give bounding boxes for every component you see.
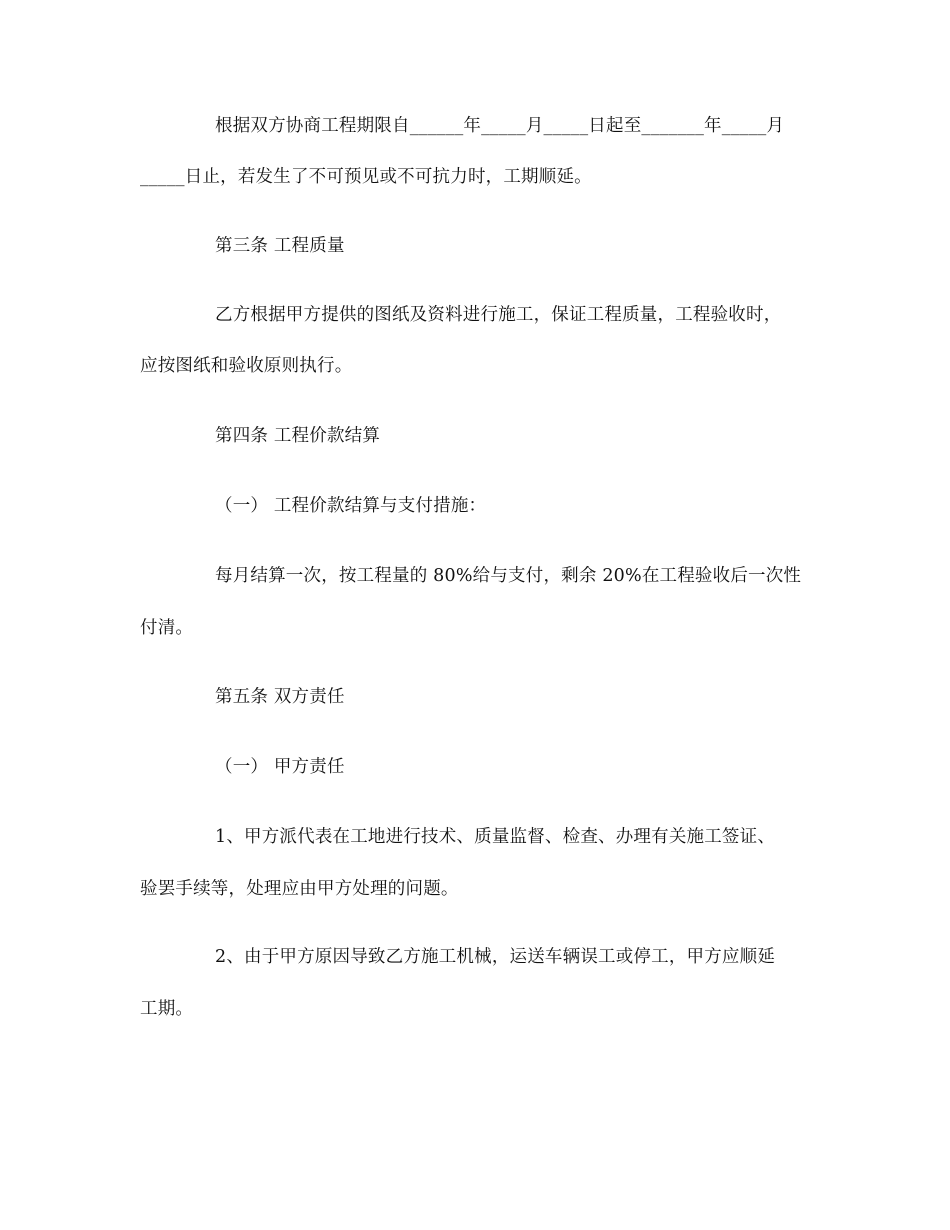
article5-item1-line1: 1、甲方派代表在工地进行技术、质量监督、检查、办理有关施工签证、: [215, 827, 776, 847]
article3-heading: 第三条 工程质量: [215, 236, 345, 256]
article5-item2-line2: 工期。: [140, 999, 194, 1019]
article3-body-line1: 乙方根据甲方提供的图纸及资料进行施工，保证工程质量，工程验收时，: [215, 305, 782, 325]
duration-clause-line2: _____日止，若发生了不可预见或不可抗力时，工期顺延。: [140, 167, 592, 187]
article5-item1-line2: 验罢手续等，处理应由甲方处理的问题。: [140, 879, 459, 899]
article4-sub1-body-line2: 付清。: [140, 618, 194, 638]
article3-body-line2: 应按图纸和验收原则执行。: [140, 356, 353, 376]
article5-sub1-heading: （一） 甲方责任: [215, 757, 345, 777]
article4-sub1-body-line1: 每月结算一次，按工程量的 80%给与支付，剩余 20%在工程验收后一次性: [215, 566, 802, 586]
article5-item2-line1: 2、由于甲方原因导致乙方施工机械，运送车辆误工或停工，甲方应顺延: [215, 947, 776, 967]
article5-heading: 第五条 双方责任: [215, 687, 345, 707]
article4-sub1-heading: （一） 工程价款结算与支付措施：: [215, 496, 487, 516]
article4-heading: 第四条 工程价款结算: [215, 426, 381, 446]
duration-clause-line1: 根据双方协商工程期限自______年_____月_____日起至_______年_____月: [215, 116, 785, 136]
